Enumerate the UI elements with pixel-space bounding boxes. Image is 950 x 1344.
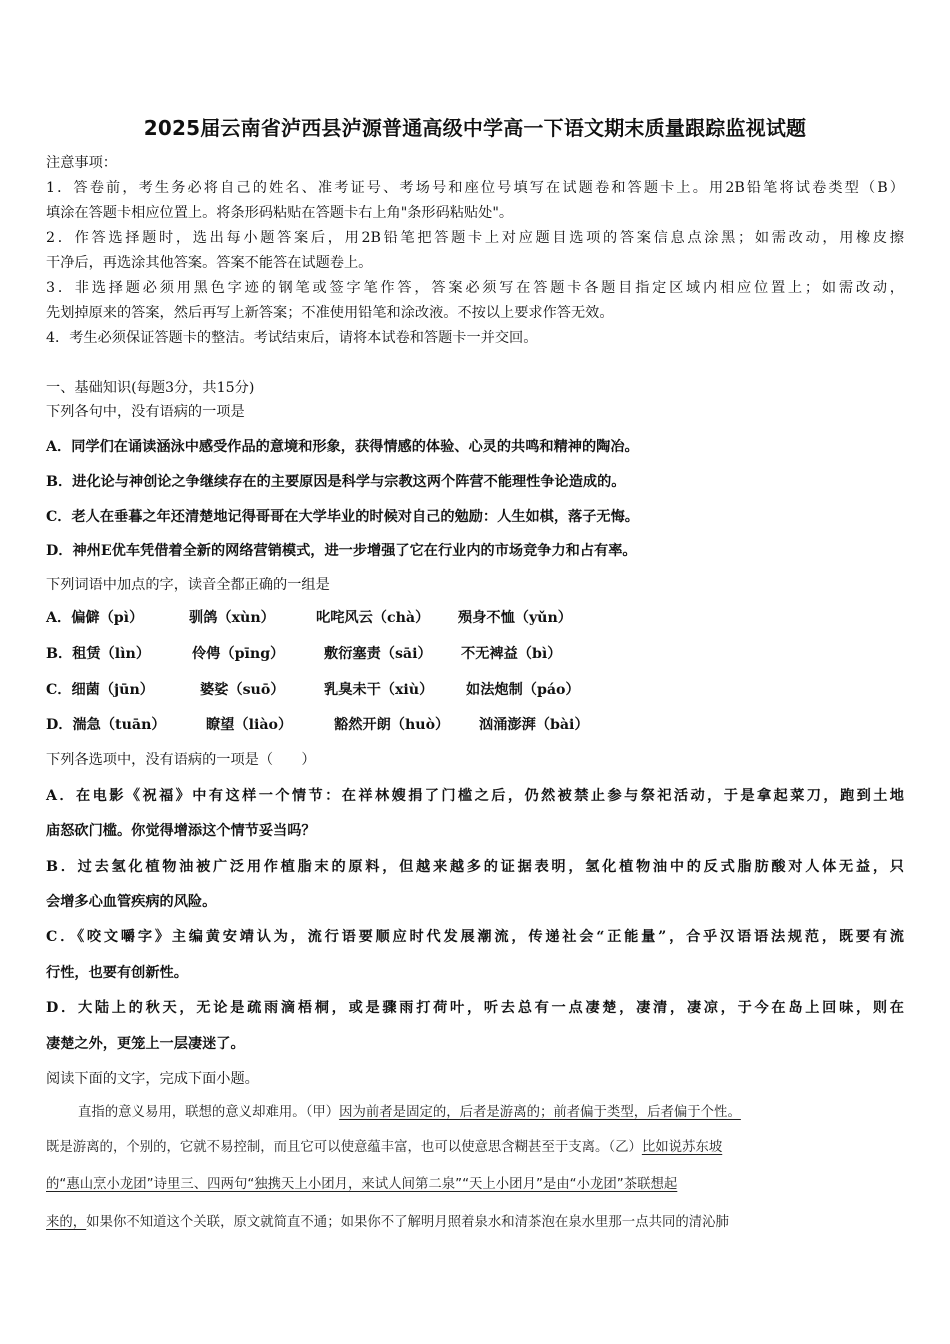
pinyin-row-a: [46, 607, 572, 627]
underlined-text-jia: 因为前者是固定的，后者是游离的；前者偏于类型，后者偏于个性。: [339, 1105, 741, 1120]
pinyin-item: 叱咤风云（chà）: [316, 610, 430, 626]
option-b-cont: 会增多心血管疾病的风险。: [46, 894, 217, 910]
option-d-cont: 凄楚之外，更笼上一层凄迷了。: [46, 1036, 245, 1052]
pinyin-item: B．租赁（lìn）: [46, 646, 151, 662]
option-d: D．大陆上的秋天，无论是疏雨滴梧桐，或是骤雨打荷叶，听去总有一点凄楚，凄清，凄凉，于今在岛上回味，则在: [46, 1000, 904, 1016]
pinyin-item: 驯鸽（xùn）: [189, 610, 275, 626]
option-a: A．同学们在诵读涵泳中感受作品的意境和形象，获得情感的体验、心灵的共鸣和精神的陶冶。: [46, 439, 639, 455]
option-a-cont: 庙怒砍门槛。你觉得增添这个情节妥当吗？: [46, 823, 316, 839]
notice-line: 填涂在答题卡相应位置上。将条形码粘贴在答题卡右上角"条形码粘贴处"。: [46, 205, 514, 221]
pinyin-item: 婆娑（suō）: [200, 682, 285, 698]
pinyin-item: 如法炮制（páo）: [466, 682, 580, 698]
underlined-text-yi: 比如说苏东坡: [641, 1140, 723, 1155]
reading-paragraph: [78, 1101, 741, 1120]
reading-intro: 阅读下面的文字，完成下面小题。: [46, 1071, 259, 1087]
pinyin-item: 殒身不恤（yǔn）: [458, 610, 572, 626]
notice-line: 先划掉原来的答案，然后再写上新答案；不准使用铅笔和涂改液。不按以上要求作答无效。: [46, 305, 614, 321]
notice-line: 3．非选择题必须用黑色字迹的钢笔或签字笔作答，答案必须写在答题卡各题目指定区域内相应位置上；如需改动，: [46, 280, 904, 296]
question-stem: 下列各句中，没有语病的一项是: [46, 404, 245, 420]
notice-line: 2．作答选择题时，选出每小题答案后，用2B铅笔把答题卡上对应题目选项的答案信息点涂黑；如需改动，用橡皮擦: [46, 230, 904, 246]
reading-paragraph: [46, 1136, 722, 1155]
pinyin-row-b: [46, 643, 561, 663]
option-a: A．在电影《祝福》中有这样一个情节：在祥林嫂捐了门槛之后，仍然被禁止参与祭祀活动，于是拿起菜刀，跑到土地: [46, 788, 904, 804]
question-stem: 下列词语中加点的字，读音全都正确的一组是: [46, 577, 330, 593]
notice-line: 干净后，再选涂其他答案。答案不能答在试题卷上。: [46, 255, 373, 271]
reading-paragraph: [46, 1211, 729, 1230]
pinyin-item: 豁然开朗（huò）: [334, 717, 450, 733]
notice-heading: 注意事项：: [46, 155, 117, 171]
option-c: C．老人在垂暮之年还清楚地记得哥哥在大学毕业的时候对自己的勉励：人生如棋，落子无悔。: [46, 509, 639, 525]
page-title: 2025届云南省泸西县泸源普通高级中学高一下语文期末质量跟踪监视试题: [143, 116, 807, 140]
notice-line: 1．答卷前，考生务必将自己的姓名、准考证号、考场号和座位号填写在试题卷和答题卡上。用2B铅笔将试卷类型（B）: [46, 180, 904, 196]
reading-paragraph: [46, 1173, 677, 1192]
reading-text: 既是游离的，个别的，它就不易控制，而且它可以使意蕴丰富，也可以使意思含糊甚至于支离。（乙）: [46, 1140, 642, 1155]
pinyin-item: A．偏僻（pì）: [46, 610, 144, 626]
option-d: D．神州E优车凭借着全新的网络营销模式，进一步增强了它在行业内的市场竞争力和占有率。: [46, 543, 637, 559]
option-c: C．《咬文嚼字》主编黄安靖认为，流行语要顺应时代发展潮流，传递社会“正能量”，合乎汉语语法规范，既要有流: [46, 929, 904, 945]
pinyin-row-d: [46, 714, 589, 734]
pinyin-item: 乳臭未干（xiù）: [324, 682, 434, 698]
pinyin-item: 不无裨益（bì）: [461, 646, 562, 662]
pinyin-item: C．细菌（jūn）: [46, 682, 154, 698]
underlined-text-yi: 来的，: [46, 1215, 87, 1230]
section-heading: 一、基础知识(每题3分，共15分): [46, 380, 255, 396]
notice-line: 4．考生必须保证答题卡的整洁。考试结束后，请将本试卷和答题卡一并交回。: [46, 330, 538, 346]
reading-text: 如果你不知道这个关联，原文就简直不通；如果你不了解明月照着泉水和清茶泡在泉水里那一点共同的清沁肺: [86, 1215, 729, 1230]
reading-text: 直指的意义易用，联想的意义却难用。（甲）: [78, 1105, 340, 1120]
pinyin-item: 瞭望（liào）: [206, 717, 293, 733]
pinyin-row-c: [46, 679, 580, 699]
pinyin-item: 伶俜（pīng）: [192, 646, 285, 662]
question-stem: 下列各选项中，没有语病的一项是（ ）: [46, 752, 316, 768]
option-b: B．进化论与神创论之争继续存在的主要原因是科学与宗教这两个阵营不能理性争论造成的。: [46, 474, 626, 490]
pinyin-item: 汹涌澎湃（bài）: [479, 717, 589, 733]
pinyin-item: D．湍急（tuān）: [46, 717, 166, 733]
pinyin-item: 敷衍塞责（sāi）: [324, 646, 432, 662]
option-c-cont: 行性，也要有创新性。: [46, 965, 188, 981]
option-b: B．过去氢化植物油被广泛用作植脂末的原料，但越来越多的证据表明，氢化植物油中的反式脂肪酸对人体无益，只: [46, 859, 904, 875]
underlined-text-yi: 的“惠山烹小龙团”诗里三、四两句“独携天上小团月，来试人间第二泉”“天上小团月”是由“小龙团”茶联想起: [46, 1177, 678, 1192]
